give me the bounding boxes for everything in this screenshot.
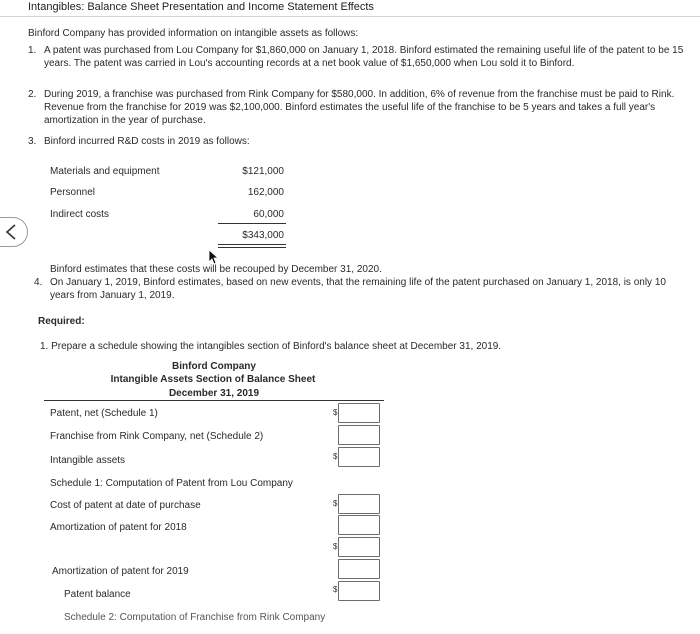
- requirement-1: 1. Prepare a schedule showing the intangibles section of Binford's balance sheet at December 31, 2019.: [40, 341, 502, 352]
- item-4-number: 4.: [34, 277, 43, 288]
- rd-row-value: 162,000: [247, 187, 284, 198]
- intangible-assets-label: Intangible assets: [50, 455, 126, 466]
- item-2-text: During 2019, a franchise was purchased from Rink Company for $580,000. In addition, 6% of revenue from the franchise must be paid to Rink. Revenue from the franchise for 2019 was $2,100,000. Binford estimates the useful life of the franchise to be 5 years and takes a full year's amortization in the year of purchase.: [44, 89, 675, 126]
- page-header: [0, 0, 700, 17]
- item-3-text: Binford incurred R&D costs in 2019 as follows:: [44, 136, 250, 147]
- total-double-rule: [218, 244, 286, 248]
- back-button[interactable]: [0, 217, 28, 247]
- item-2-number: 2.: [28, 89, 37, 100]
- franchise-net-label: Franchise from Rink Company, net (Schedule 2): [50, 431, 264, 442]
- rd-row-label: Indirect costs: [50, 209, 109, 220]
- schedule-header-rule: [44, 400, 384, 401]
- item-3-number: 3.: [28, 136, 37, 147]
- problem-content: [0, 17, 700, 634]
- cost-of-patent-input[interactable]: [338, 494, 380, 514]
- rd-row-value: $121,000: [242, 166, 284, 177]
- patent-balance-input[interactable]: [338, 581, 380, 601]
- franchise-net-input[interactable]: [338, 425, 380, 445]
- amort-2018-label: Amortization of patent for 2018: [50, 522, 187, 533]
- rd-recoup-note: Binford estimates that these costs will be recouped by December 31, 2020.: [50, 264, 382, 275]
- patent-net-input[interactable]: [338, 403, 380, 423]
- mouse-pointer-icon: [208, 249, 220, 265]
- cost-of-patent-label: Cost of patent at date of purchase: [50, 500, 201, 511]
- currency-symbol: $: [333, 452, 338, 461]
- amort-2018-input[interactable]: [338, 515, 380, 535]
- schedule-date: December 31, 2019: [168, 388, 260, 399]
- currency-symbol: $: [333, 408, 338, 417]
- rd-total: $343,000: [242, 230, 284, 241]
- schedule-title: Intangible Assets Section of Balance Sheet: [110, 374, 316, 385]
- patent-balance-label: Patent balance: [64, 589, 131, 600]
- currency-symbol: $: [333, 499, 338, 508]
- chevron-left-icon: [5, 224, 17, 240]
- item-1-number: 1.: [28, 45, 37, 56]
- schedule-2-title: Schedule 2: Computation of Franchise from Rink Company: [64, 612, 326, 623]
- rd-row-label: Personnel: [50, 187, 96, 198]
- subtotal-rule: [218, 223, 286, 224]
- page-title: Intangibles: Balance Sheet Presentation and Income Statement Effects: [28, 1, 374, 13]
- schedule-company: Binford Company: [172, 361, 256, 372]
- item-1-text: A patent was purchased from Lou Company for $1,860,000 on January 1, 2018. Binford estimated the remaining useful life of the patent to be 15 years. The patent was carried in Lou's accounting records at a net book value of $1,650,000 when Lou sold it to Binford.: [44, 45, 684, 69]
- patent-net-label: Patent, net (Schedule 1): [50, 408, 158, 419]
- amort-2019-label: Amortization of patent for 2019: [52, 566, 189, 577]
- rd-row-value: 60,000: [253, 209, 284, 220]
- rd-row-label: Materials and equipment: [50, 166, 160, 177]
- required-label: Required:: [38, 316, 85, 327]
- amort-2019-input[interactable]: [338, 559, 380, 579]
- intro-text: Binford Company has provided information on intangible assets as follows:: [28, 28, 359, 39]
- intangible-assets-input[interactable]: [338, 447, 380, 467]
- schedule-1-title: Schedule 1: Computation of Patent from Lou Company: [50, 478, 293, 489]
- item-4-text: On January 1, 2019, Binford estimates, based on new events, that the remaining life of the patent purchased on January 1, 2018, is only 10 years from January 1, 2019.: [50, 277, 666, 301]
- currency-symbol: $: [333, 585, 338, 594]
- patent-subtotal-input[interactable]: [338, 537, 380, 557]
- currency-symbol: $: [333, 542, 338, 551]
